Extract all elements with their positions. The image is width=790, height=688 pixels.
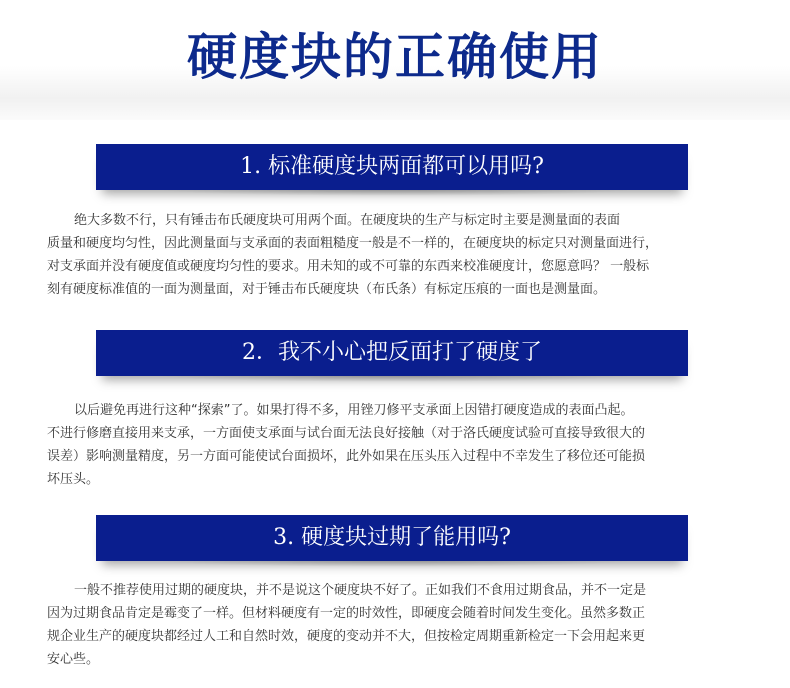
section-3-line: 规企业生产的硬度块都经过人工和自然时效，硬度的变动并不大，但按检定周期重新检定一下会用起来更 (47, 629, 646, 644)
section-2-line: 坏压头。 (47, 472, 100, 487)
section-1-line: 对支承面并没有硬度值或硬度均匀性的要求。用未知的或不可靠的东西来校准硬度计，您愿意吗？ 一般标 (47, 259, 650, 274)
section-1-line: 绝大多数不行，只有锤击布氏硬度块可用两个面。在硬度块的生产与标定时主要是测量面的表面 (74, 213, 621, 228)
section-1-line: 刻有硬度标准值的一面为测量面，对于锤击布氏硬度块（布氏条）有标定压痕的一面也是测量面。 (47, 282, 607, 297)
section-3-line: 因为过期食品肯定是霉变了一样。但材料硬度有一定的时效性，即硬度会随着时间发生变化。虽然多数正 (47, 606, 646, 621)
section-3-line: 一般不推荐使用过期的硬度块，并不是说这个硬度块不好了。正如我们不食用过期食品，并不一定是 (74, 583, 647, 598)
section-2-line: 误差）影响测量精度，另一方面可能使试台面损坏，此外如果在压头压入过程中不幸发生了移位还可能损 (47, 449, 646, 464)
section-2-heading: 2．我不小心把反面打了硬度了 (96, 330, 688, 376)
section-3-heading: 3. 硬度块过期了能用吗? (96, 515, 688, 561)
section-3-body (47, 579, 747, 671)
section-2-body (47, 399, 747, 491)
section-2-line: 以后避免再进行这种“探索”了。如果打得不多，用锉刀修平支承面上因错打硬度造成的表面凸起。 (74, 403, 634, 418)
section-2-line: 不进行修磨直接用来支承，一方面使支承面与试台面无法良好接触（对于洛氏硬度试验可直接导致很大的 (47, 426, 646, 441)
section-3-line: 安心些。 (47, 652, 100, 667)
section-1-body (47, 209, 747, 301)
section-1-heading: 1. 标准硬度块两面都可以用吗? (96, 144, 688, 190)
section-1-line: 质量和硬度均匀性，因此测量面与支承面的表面粗糙度一般是不一样的，在硬度块的标定只对测量面进行， (47, 236, 659, 251)
page-title: 硬度块的正确使用 (187, 27, 603, 86)
